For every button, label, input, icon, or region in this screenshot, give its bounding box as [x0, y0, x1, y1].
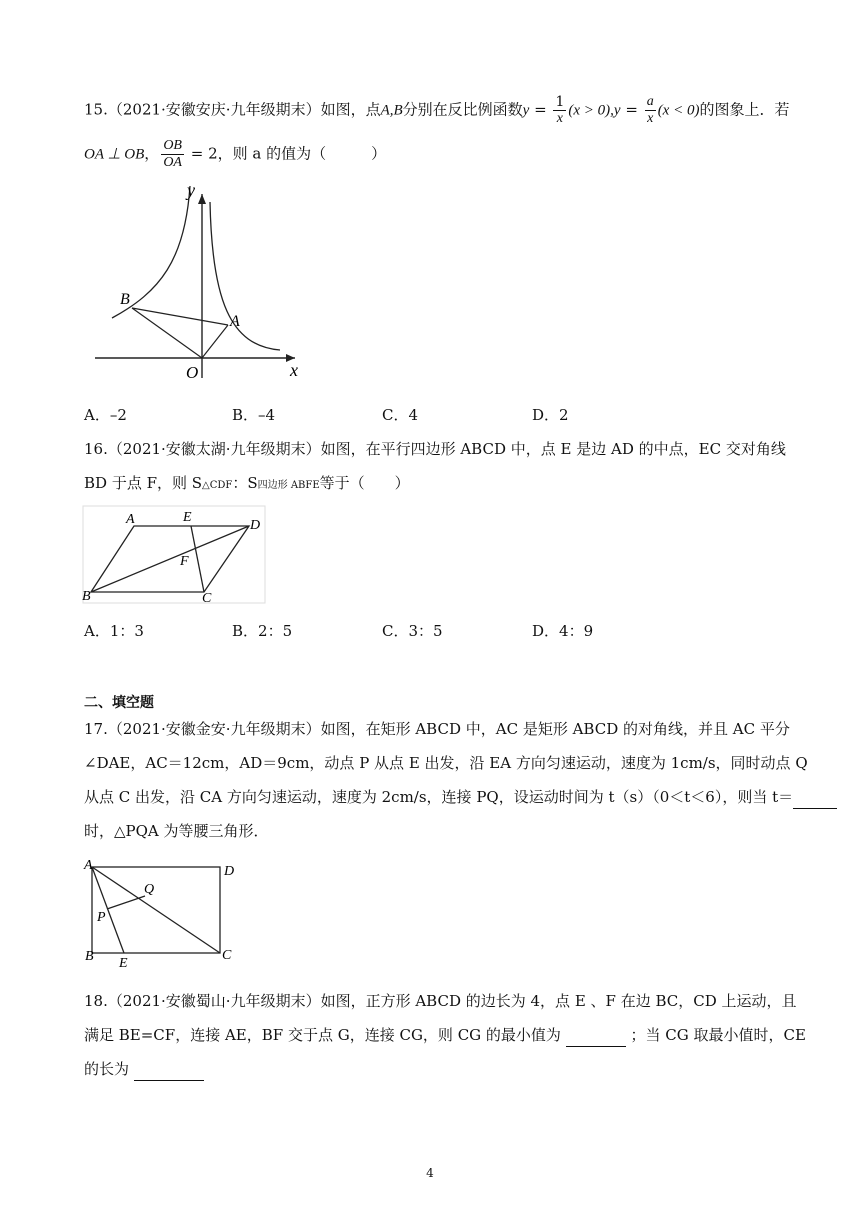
q15-f2-num: a: [646, 94, 654, 109]
q17-line-1: 17.（2021·安徽金安·九年级期末）如图，在矩形 ABCD 中，AC 是矩形 ABCD 的对角线，并且 AC 平分: [84, 720, 790, 738]
q16-point-b-label: B: [82, 589, 91, 604]
q15-option-d[interactable]: D．2: [532, 406, 569, 424]
q16-sub-cdf: △CDF: [202, 480, 233, 491]
q15-comma: ，: [144, 144, 160, 163]
q15-figure: [90, 180, 305, 385]
q15-f3-num: OB: [163, 138, 182, 153]
q15-end1: 的图象上．若: [699, 100, 790, 119]
q15-line-1: [84, 94, 789, 127]
q15-eq-two: = 2: [185, 144, 218, 163]
q15-fraction-3: [161, 138, 184, 171]
q15-option-b[interactable]: B．–4: [232, 406, 276, 424]
q15-origin-label: O: [186, 363, 199, 382]
q17-line-2: ∠DAE，AC＝12cm，AD＝9cm，动点 P 从点 E 出发，沿 EA 方向匀速运动，速度为 1cm/s，同时动点 Q: [84, 754, 808, 772]
q15-eq: =: [529, 100, 552, 119]
q15-point-b-label: B: [120, 291, 130, 308]
q16-option-b[interactable]: B．2：5: [232, 622, 293, 640]
q16-text-a: BD 于点 F，则 S: [84, 474, 203, 492]
q15-f2-den: x: [647, 111, 654, 126]
q15-f3-den: OA: [163, 155, 182, 170]
q15-y2: y: [613, 102, 621, 119]
q15-x-axis-label: x: [290, 360, 298, 380]
q16-point-d-label: D: [250, 518, 261, 533]
q17-point-q-label: Q: [144, 882, 155, 897]
section-fill-in-blank: 二、填空题: [84, 695, 154, 711]
q15-option-c[interactable]: C．4: [382, 406, 419, 424]
q16-point-a-label: A: [126, 512, 135, 527]
q16-line-1: 16.（2021·安徽太湖·九年级期末）如图，在平行四边形 ABCD 中，点 E 是边 AD 的中点，EC 交对角线: [84, 440, 786, 458]
q15-y: y: [522, 102, 530, 119]
q18-line-1: 18.（2021·安徽蜀山·九年级期末）如图，正方形 ABCD 的边长为 4，点 E 、F 在边 BC，CD 上运动，且: [84, 992, 797, 1010]
page-number: 4: [426, 1166, 434, 1180]
q15-prefix: 15.（2021·安徽安庆·九年级期末）如图，点: [84, 100, 381, 119]
q16-option-a[interactable]: A．1：3: [84, 622, 144, 640]
q15-mid: 分别在反比例函数: [402, 100, 523, 119]
q15-y-axis-label: y: [187, 180, 195, 200]
q15-point-a-label: A: [230, 313, 240, 330]
q18-line-2: [84, 1024, 806, 1047]
q16-text-b: ：S: [232, 474, 258, 492]
q16-figure: [82, 505, 267, 605]
q17-point-b-label: B: [85, 949, 94, 964]
q15-eq2: =: [620, 100, 643, 119]
q17-point-c-label: C: [222, 948, 232, 963]
q17-answer-blank[interactable]: [793, 786, 837, 809]
q15-fraction-2: [645, 94, 656, 127]
q15-line-2: [84, 138, 386, 171]
q16-option-c[interactable]: C．3：5: [382, 622, 443, 640]
q17-line-4: 时，△PQA 为等腰三角形．: [84, 822, 269, 840]
q15-fraction-1: [553, 94, 566, 127]
q15-option-a[interactable]: A．–2: [84, 406, 127, 424]
q18-line-3: [84, 1058, 204, 1081]
q16-option-d[interactable]: D．4：9: [532, 622, 594, 640]
q17-point-a-label: A: [84, 858, 93, 873]
q18-text-2b: ；当 CG 取最小值时，CE: [630, 1026, 806, 1044]
q15-cond1: (x > 0),: [568, 102, 614, 119]
q17-point-p-label: P: [97, 910, 106, 925]
q15-cond2: (x < 0): [657, 102, 700, 119]
q16-point-e-label: E: [183, 510, 192, 525]
q16-point-c-label: C: [202, 591, 212, 605]
q15-f1-num: 1: [555, 94, 565, 110]
q15-perp: OA ⊥ OB: [84, 146, 145, 163]
q15-ask: ，则 a 的值为（ ）: [217, 144, 387, 163]
q17-text-3: 从点 C 出发，沿 CA 方向匀速运动，速度为 2cm/s，连接 PQ，设运动时间为 t（s）（0＜t＜6），则当 t＝: [84, 788, 794, 806]
q16-line-2: [84, 472, 410, 497]
q18-answer-blank-2[interactable]: [134, 1058, 204, 1081]
q18-text-3: 的长为: [84, 1060, 130, 1078]
q15-points: A,B: [380, 102, 403, 119]
q18-text-2a: 满足 BE=CF，连接 AE，BF 交于点 G，连接 CG，则 CG 的最小值为: [84, 1026, 561, 1044]
q17-point-e-label: E: [119, 956, 128, 970]
q16-sub-abfe: 四边形 ABFE: [257, 480, 320, 491]
q17-figure: [82, 855, 242, 970]
q17-point-d-label: D: [224, 864, 235, 879]
q18-answer-blank-1[interactable]: [566, 1024, 626, 1047]
q15-f1-den: x: [556, 111, 564, 126]
q16-point-f-label: F: [180, 554, 189, 569]
q17-line-3: [84, 786, 837, 809]
q16-text-c: 等于（ ）: [319, 474, 410, 492]
